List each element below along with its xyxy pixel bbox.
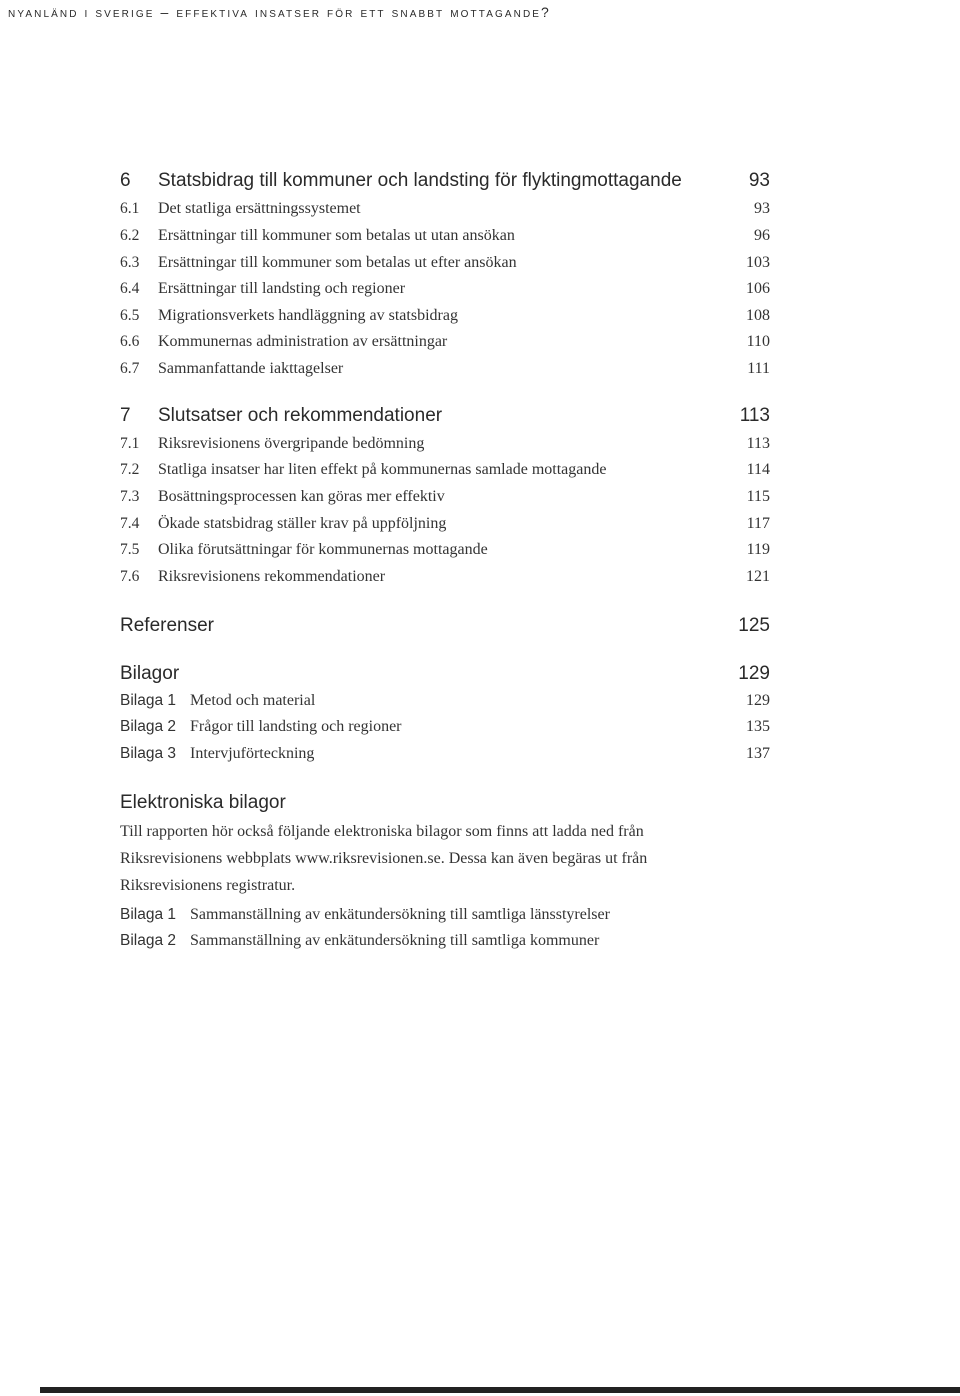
page-number: 103 [746, 254, 770, 271]
section-number: 7.1 [120, 435, 140, 452]
section-title: Det statliga ersättningssystemet [158, 200, 361, 217]
section-number: 6.6 [120, 333, 140, 350]
toc-section[interactable] [120, 568, 770, 592]
page-number: 115 [746, 488, 770, 505]
toc-section[interactable] [120, 461, 770, 485]
chapter-number: 7 [120, 405, 131, 426]
toc-appendix[interactable] [120, 692, 770, 716]
section-title: Sammanfattande iakttagelser [158, 360, 344, 377]
section-title: Statliga insatser har liten effekt på kommunernas samlade mottagande [158, 461, 607, 478]
page-number: 93 [748, 170, 770, 191]
section-number: 6.5 [120, 307, 140, 324]
appendix-number: Bilaga 2 [120, 932, 177, 949]
electronic-appendix [120, 932, 770, 956]
section-title: Ersättningar till landsting och regioner [158, 280, 406, 297]
section-number: 7.6 [120, 568, 140, 585]
heading-title: Bilagor [120, 663, 180, 684]
appendix-title: Intervjuförteckning [190, 745, 315, 762]
page-number: 96 [754, 227, 770, 244]
page-number: 119 [746, 541, 770, 558]
page-number: 108 [746, 307, 770, 324]
page-number: 137 [746, 745, 770, 762]
appendix-number: Bilaga 3 [120, 745, 177, 762]
appendix-number: Bilaga 1 [120, 906, 177, 923]
section-title: Migrationsverkets handläggning av statsbidrag [158, 307, 458, 324]
toc-section[interactable] [120, 515, 770, 539]
section-title: Riksrevisionens rekommendationer [158, 568, 386, 585]
page-number: 93 [754, 200, 770, 217]
toc-section[interactable] [120, 280, 770, 304]
toc-section[interactable] [120, 435, 770, 459]
page-number: 106 [746, 280, 770, 297]
electronic-appendix [120, 906, 770, 930]
page-number: 129 [738, 663, 770, 684]
page-number: 110 [746, 333, 770, 350]
toc-section[interactable] [120, 200, 770, 224]
section-title: Olika förutsättningar för kommunernas mottagande [158, 541, 488, 558]
section-number: 6.2 [120, 227, 140, 244]
page-number: 121 [746, 568, 770, 585]
paragraph-line: Riksrevisionens webbplats www.riksrevisionen.se. Dessa kan även begäras ut från [120, 850, 648, 867]
section-title: Bosättningsprocessen kan göras mer effektiv [158, 488, 445, 505]
toc-section[interactable] [120, 488, 770, 512]
chapter-title: Statsbidrag till kommuner och landsting för flyktingmottagande [158, 170, 682, 191]
running-head: nyanländ i sverige – effektiva insatser för ett snabbt mottagande? [8, 4, 551, 20]
toc-appendix[interactable] [120, 745, 770, 769]
heading-title: Referenser [120, 615, 214, 636]
paragraph-line: Riksrevisionens registratur. [120, 877, 296, 894]
paragraph-line: Till rapporten hör också följande elektroniska bilagor som finns att ladda ned från [120, 823, 644, 840]
section-title: Ökade statsbidrag ställer krav på uppföljning [158, 515, 447, 532]
page-number: 113 [739, 405, 770, 426]
page-number: 135 [746, 718, 770, 735]
chapter-title: Slutsatser och rekommendationer [158, 405, 443, 426]
chapter-number: 6 [120, 170, 131, 191]
section-number: 7.5 [120, 541, 140, 558]
toc-section[interactable] [120, 307, 770, 331]
section-number: 6.7 [120, 360, 140, 377]
appendix-number: Bilaga 1 [120, 692, 177, 709]
appendix-title: Metod och material [190, 692, 316, 709]
bottom-rule [40, 1387, 960, 1393]
section-number: 6.1 [120, 200, 140, 217]
section-number: 7.4 [120, 515, 140, 532]
appendix-number: Bilaga 2 [120, 718, 177, 735]
toc-bilagor[interactable] [120, 663, 770, 687]
toc-referenser[interactable] [120, 615, 770, 639]
page-number: 111 [747, 360, 770, 377]
section-number: 7.3 [120, 488, 140, 505]
page-number: 129 [746, 692, 770, 709]
electronic-appendices-heading: Elektroniska bilagor [120, 792, 286, 813]
toc-section[interactable] [120, 254, 770, 278]
toc-section[interactable] [120, 541, 770, 565]
section-title: Riksrevisionens övergripande bedömning [158, 435, 425, 452]
appendix-title: Sammanställning av enkätundersökning till samtliga kommuner [190, 932, 600, 949]
page-number: 117 [746, 515, 770, 532]
section-title: Ersättningar till kommuner som betalas ut utan ansökan [158, 227, 515, 244]
section-title: Ersättningar till kommuner som betalas ut efter ansökan [158, 254, 517, 271]
page-number: 113 [746, 435, 770, 452]
section-number: 6.4 [120, 280, 140, 297]
toc-section[interactable] [120, 333, 770, 357]
section-title: Kommunernas administration av ersättningar [158, 333, 448, 350]
page-number: 125 [738, 615, 770, 636]
toc-section[interactable] [120, 227, 770, 251]
toc-appendix[interactable] [120, 718, 770, 742]
electronic-appendices-text [120, 818, 740, 899]
page-number: 114 [746, 461, 770, 478]
toc-section[interactable] [120, 360, 770, 384]
toc-chapter-6[interactable] [120, 170, 770, 194]
appendix-title: Sammanställning av enkätundersökning till samtliga länsstyrelser [190, 906, 610, 923]
section-number: 6.3 [120, 254, 140, 271]
section-number: 7.2 [120, 461, 140, 478]
toc-chapter-7[interactable] [120, 405, 770, 429]
appendix-title: Frågor till landsting och regioner [190, 718, 402, 735]
